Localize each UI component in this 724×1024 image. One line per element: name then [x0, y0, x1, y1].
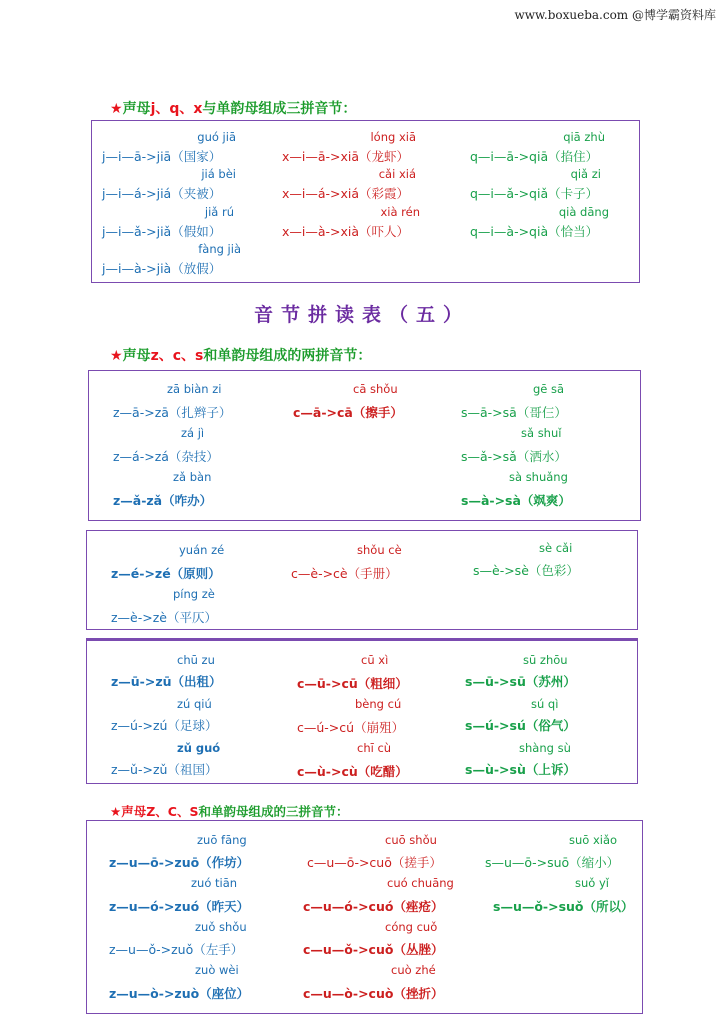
syllable-item: c—è->cè（手册） [291, 566, 398, 581]
pinyin-label: zǎ bàn [173, 470, 212, 484]
heading-suffix: 与单韵母组成三拼音节： [202, 101, 357, 117]
pinyin-label: sè cǎi [539, 541, 573, 555]
syllable-item: z—u—ō->zuō（作坊） [109, 855, 250, 870]
box-zcs-e [86, 530, 638, 630]
star-icon: ★ [110, 101, 123, 117]
pinyin-label: sú qì [531, 697, 559, 711]
pinyin-label: cǎi xiá [378, 167, 416, 181]
star-icon: ★ [110, 348, 123, 364]
syllable-item: z—ǎ-zǎ（咋办） [113, 493, 213, 508]
heading-prefix: 声母 [122, 101, 151, 117]
pinyin-label: qiā zhù [563, 130, 605, 144]
pinyin-label: zǔ guó [177, 741, 221, 755]
syllable-item: z—u—ó->zuó（昨天） [109, 899, 250, 914]
pinyin-label: cā shǒu [353, 382, 398, 396]
pinyin-label: yuán zé [179, 543, 225, 557]
box-zcs-u [86, 638, 638, 784]
heading-letters: Z、C、S [146, 804, 199, 819]
pinyin-label: zuó tiān [191, 876, 238, 890]
syllable-item: x—i—à->xià（吓人） [282, 224, 410, 239]
syllable-item: c—u—ó->cuó（痤疮） [303, 899, 444, 914]
page-title: 音节拼读表（五） [253, 304, 470, 326]
syllable-item: c—u—ò->cuò（挫折） [303, 986, 444, 1001]
pinyin-label: sū zhōu [523, 653, 568, 667]
box-zcs-a [88, 370, 641, 521]
pinyin-label: suō xiǎo [569, 833, 618, 847]
syllable-item: z—ú->zú（足球） [111, 718, 218, 733]
syllable-item: x—i—ā->xiā（龙虾） [282, 149, 410, 164]
pinyin-label: píng zè [173, 587, 215, 601]
syllable-item: s—è->sè（色彩） [473, 563, 579, 578]
syllable-item: s—ū->sū（苏州） [465, 674, 576, 689]
star-icon: ★ [110, 804, 122, 819]
syllable-item: s—à->sà（飒爽） [461, 493, 571, 508]
heading-letters: j、q、x [150, 101, 203, 117]
pinyin-label: sà shuǎng [509, 470, 568, 484]
pinyin-label: bèng cú [355, 697, 402, 711]
pinyin-label: cóng cuǒ [385, 920, 438, 934]
pinyin-label: guó jiā [197, 130, 236, 144]
pinyin-label: shàng sù [519, 741, 571, 755]
syllable-item: q—i—à->qià（恰当） [470, 224, 599, 239]
pinyin-label: cuò zhé [391, 963, 436, 977]
syllable-item: s—ù->sù（上诉） [465, 762, 576, 777]
syllable-item: x—i—á->xiá（彩霞） [282, 186, 410, 201]
pinyin-label: sǎ shuǐ [521, 426, 562, 440]
syllable-item: s—u—ǒ->suǒ（所以） [493, 899, 634, 914]
syllable-item: z—ā->zā（扎辫子） [113, 405, 232, 420]
syllable-item: z—u—ò->zuò（座位） [109, 986, 250, 1001]
syllable-item: c—ū->cū（粗细） [297, 676, 408, 691]
pinyin-label: cuó chuāng [387, 876, 454, 890]
pinyin-label: jiá bèi [201, 167, 236, 181]
pinyin-label: zā biàn zi [167, 382, 222, 396]
pinyin-label: xià rén [380, 205, 420, 219]
syllable-item: j—i—ǎ->jiǎ（假如） [102, 224, 222, 239]
syllable-item: z—á->zá（杂技） [113, 449, 219, 464]
pinyin-label: fàng jià [198, 242, 241, 256]
syllable-item: z—è->zè（平仄） [111, 610, 217, 625]
syllable-item: z—ū->zū（出租） [111, 674, 222, 689]
syllable-item: z—é->zé（原则） [111, 566, 221, 581]
heading-letters: z、c、s [150, 348, 204, 364]
pinyin-label: cū xì [361, 653, 389, 667]
pinyin-label: chī cù [357, 741, 392, 755]
pinyin-label: qiǎ zi [570, 167, 601, 181]
syllable-item: s—u—ō->suō（缩小） [485, 855, 620, 870]
heading-jqx [110, 98, 356, 118]
pinyin-label: gē sā [533, 382, 565, 396]
heading-zcs-double [110, 345, 371, 365]
pinyin-label: qià dāng [558, 205, 609, 219]
pinyin-label: chū zu [177, 653, 215, 667]
heading-suffix: 和单韵母组成的三拼音节： [198, 804, 349, 819]
pinyin-label: lóng xiā [370, 130, 416, 144]
syllable-item: j—i—ā->jiā（国家） [102, 149, 222, 164]
syllable-item: c—u—ǒ->cuǒ（丛脞） [303, 942, 444, 957]
syllable-item: c—ù->cù（吃醋） [297, 764, 408, 779]
pinyin-label: suǒ yǐ [575, 876, 609, 890]
syllable-item: c—ā->cā（擦手） [293, 405, 403, 420]
pinyin-label: jiǎ rú [204, 205, 234, 219]
watermark: www.boxueba.com @博学霸资料库 [514, 8, 716, 22]
pinyin-label: shǒu cè [357, 543, 402, 557]
pinyin-label: zuǒ shǒu [195, 920, 247, 934]
heading-prefix: 声母 [121, 804, 147, 819]
heading-zcs-triple [110, 802, 349, 820]
syllable-item: s—ǎ->sǎ（洒水） [461, 449, 567, 464]
syllable-item: s—ú->sú（俗气） [465, 718, 576, 733]
pinyin-label: zuō fāng [197, 833, 247, 847]
syllable-item: z—ǔ->zǔ（祖国） [111, 762, 218, 777]
syllable-item: c—ú->cú（崩殂） [297, 720, 405, 735]
pinyin-label: zá jì [181, 426, 205, 440]
syllable-item: q—i—ǎ->qiǎ（卡子） [470, 186, 599, 201]
heading-suffix: 和单韵母组成的两拼音节： [203, 348, 372, 364]
pinyin-label: zú qiú [177, 697, 212, 711]
pinyin-label: cuō shǒu [385, 833, 437, 847]
syllable-item: c—u—ō->cuō（搓手） [307, 855, 442, 870]
box-zcs-uo [86, 820, 643, 1014]
syllable-item: z—u—ǒ->zuǒ（左手） [109, 942, 244, 957]
heading-prefix: 声母 [122, 348, 151, 364]
pinyin-label: zuò wèi [195, 963, 239, 977]
syllable-item: s—ā->sā（哥仨） [461, 405, 567, 420]
box-jqx-triple [91, 120, 640, 283]
syllable-item: q—i—ā->qiā（掐住） [470, 149, 599, 164]
syllable-item: j—i—à->jià（放假） [102, 261, 222, 276]
syllable-item: j—i—á->jiá（夹被） [102, 186, 222, 201]
